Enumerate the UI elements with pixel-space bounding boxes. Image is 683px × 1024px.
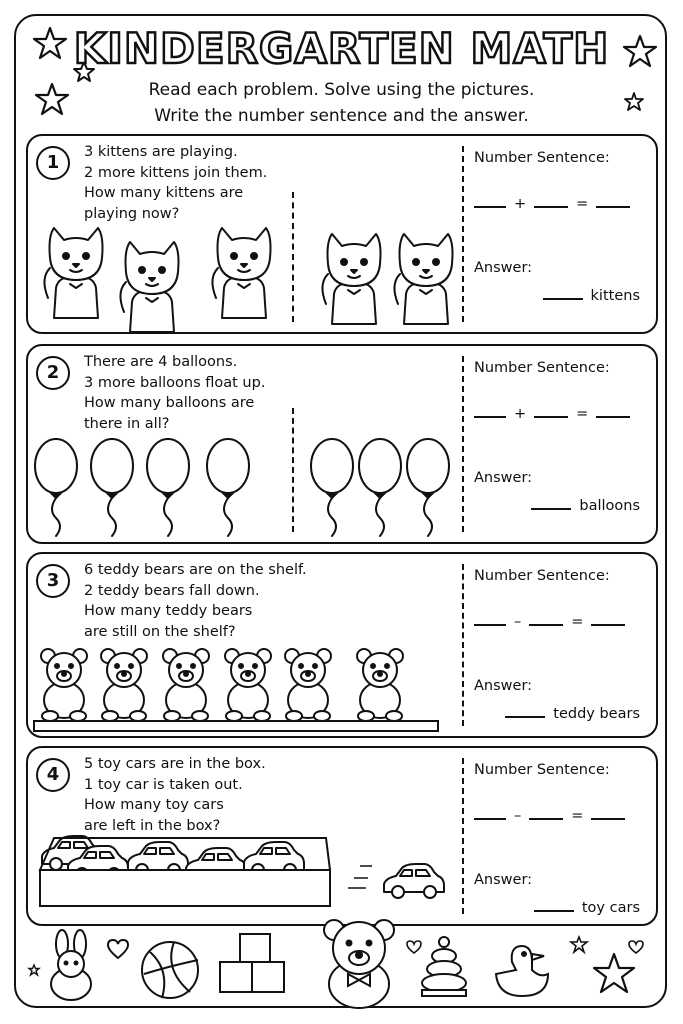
stacking-rings-icon xyxy=(418,936,474,1000)
problem-card-1 xyxy=(26,134,658,334)
number-sentence-input[interactable]: + = xyxy=(474,196,649,216)
star-icon xyxy=(570,936,590,956)
answer-label: Answer: xyxy=(474,872,533,888)
bunny-icon xyxy=(42,930,102,1002)
number-sentence-input[interactable]: – = xyxy=(474,614,649,634)
answer-label: Answer: xyxy=(474,260,533,276)
problem-number: 4 xyxy=(36,758,70,792)
page-title: KINDERGARTEN MATH xyxy=(73,24,610,73)
answer-label: Answer: xyxy=(474,678,533,694)
ball-icon xyxy=(140,940,204,1004)
problem-text: 5 toy cars are in the box. 1 toy car is taken out. How many toy cars are left in the box? xyxy=(84,756,266,834)
kitten-group-b xyxy=(314,224,464,334)
answer-input[interactable]: toy cars xyxy=(534,900,640,916)
number-sentence-label: Number Sentence: xyxy=(474,762,610,778)
answer-divider xyxy=(462,356,464,532)
toy-car-taken-out xyxy=(346,848,456,908)
answer-area xyxy=(474,346,656,542)
number-sentence-input[interactable]: + = xyxy=(474,406,649,426)
number-sentence-label: Number Sentence: xyxy=(474,150,610,166)
answer-input[interactable]: balloons xyxy=(531,498,640,514)
kitten-group-a xyxy=(36,218,296,328)
instruction-line-1: Read each problem. Solve using the pictures. xyxy=(148,80,535,100)
number-sentence-label: Number Sentence: xyxy=(474,568,610,584)
answer-area xyxy=(474,748,656,924)
toy-cars-in-box xyxy=(40,834,340,914)
star-icon xyxy=(592,952,640,1000)
group-divider xyxy=(292,408,294,532)
problem-card-3 xyxy=(26,552,658,738)
blocks-icon xyxy=(218,932,290,998)
answer-divider xyxy=(462,564,464,726)
problem-number: 3 xyxy=(36,564,70,598)
heart-icon xyxy=(106,938,130,960)
balloon-group-b xyxy=(310,438,460,538)
instruction-line-2: Write the number sentence and the answer. xyxy=(154,106,529,126)
answer-input[interactable]: teddy bears xyxy=(505,706,640,722)
answer-divider xyxy=(462,146,464,322)
answer-input[interactable]: kittens xyxy=(543,288,640,304)
teddy-bears-on-shelf xyxy=(36,646,446,736)
balloon-group-a xyxy=(34,438,274,538)
number-sentence-input[interactable]: – = xyxy=(474,808,649,828)
answer-label: Answer: xyxy=(474,470,533,486)
problem-text: 6 teddy bears are on the shelf. 2 teddy bears fall down. How many teddy bears are still on the shelf? xyxy=(84,562,307,640)
answer-area xyxy=(474,136,656,332)
answer-area xyxy=(474,554,656,736)
problem-card-2 xyxy=(26,344,658,544)
answer-divider xyxy=(462,758,464,914)
problem-number: 1 xyxy=(36,146,70,180)
duck-icon xyxy=(492,940,556,1000)
problem-card-4 xyxy=(26,746,658,926)
star-icon xyxy=(28,964,42,978)
teddy-bear-icon xyxy=(318,916,404,1008)
number-sentence-label: Number Sentence: xyxy=(474,360,610,376)
problem-number: 2 xyxy=(36,356,70,390)
problem-text: 3 kittens are playing. 2 more kittens join them. How many kittens are playing now? xyxy=(84,144,268,222)
problem-text: There are 4 balloons. 3 more balloons float up. How many balloons are there in all? xyxy=(84,354,266,432)
